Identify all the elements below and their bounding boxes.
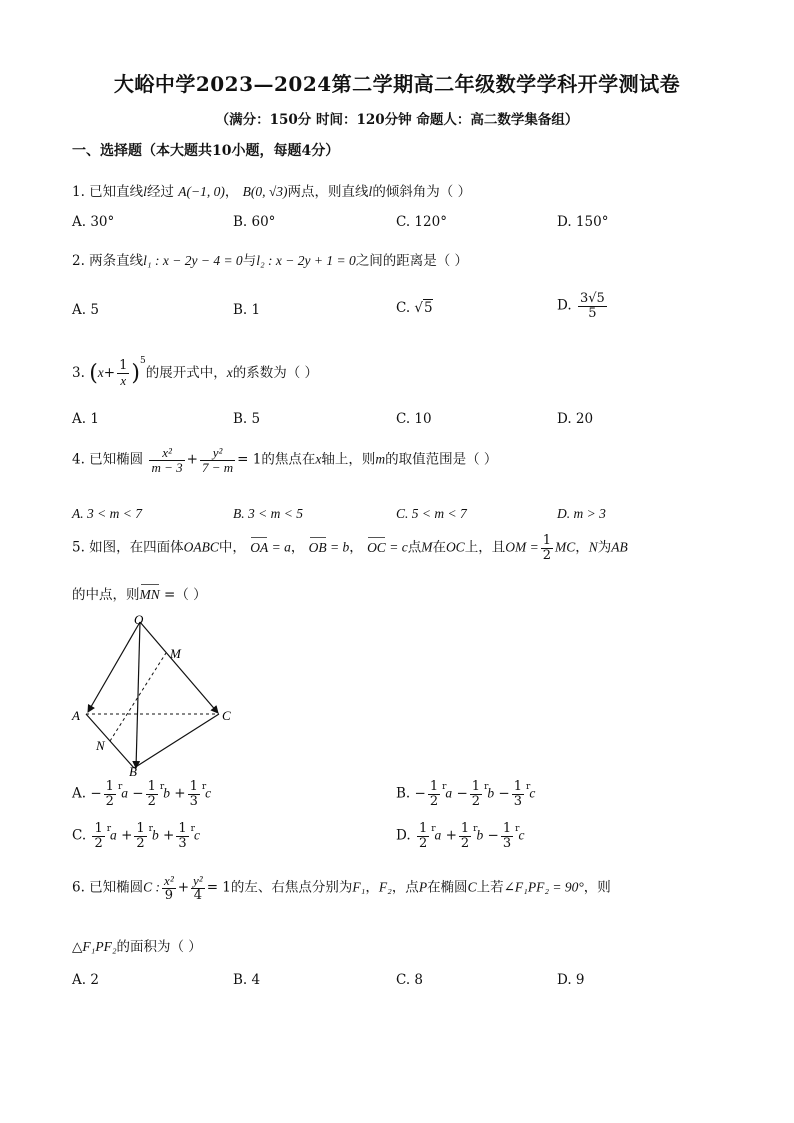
- q1-point-b: B(0, √3): [242, 184, 288, 199]
- q5-text: 点: [407, 539, 422, 556]
- coef-fraction: [417, 822, 429, 850]
- q6-option-a: A. 2: [72, 972, 99, 988]
- q5-mc: MC: [554, 539, 576, 555]
- fraction-denominator: 4: [193, 887, 202, 903]
- q6-fraction-x: [162, 874, 176, 902]
- label-o: O: [134, 612, 144, 627]
- q5-text: 5. 如图，在四面体: [72, 539, 184, 556]
- coef-sign: −: [487, 827, 499, 844]
- q6-option-d: D. 9: [557, 972, 585, 988]
- q3-plus: +: [103, 365, 116, 381]
- q4-fraction-y: [200, 446, 235, 474]
- q4-text: 轴上，则: [321, 451, 376, 468]
- question-5-stem-line2: [72, 583, 207, 603]
- q5-text: =（ ）: [159, 587, 207, 603]
- fraction-denominator: 7 − m: [201, 459, 234, 475]
- coef-sign: +: [163, 827, 175, 844]
- q4-text: 4. 已知椭圆: [72, 451, 144, 468]
- fraction-denominator: 2: [94, 835, 103, 851]
- coef-fraction: [188, 780, 200, 808]
- fraction-denominator: 2: [418, 835, 428, 851]
- q1-text: 的倾斜角为（ ）: [372, 184, 472, 200]
- q5-vector-oa: OA: [250, 539, 269, 555]
- q1-text: 两点，则直线: [287, 184, 369, 200]
- option-label: B.: [396, 785, 411, 802]
- q5-point-n: N: [588, 539, 598, 555]
- q1-text: 1. 已知直线: [72, 184, 144, 200]
- edge-oc: [140, 622, 218, 713]
- q3-text: 3.: [72, 365, 85, 381]
- q2-option-d: [557, 292, 609, 320]
- q4-equals: = 1: [237, 451, 262, 468]
- coef-sign: −: [498, 785, 510, 802]
- q5-text: 的中点，则: [72, 587, 140, 603]
- q6-text: 的左、右焦点分别为: [230, 879, 353, 896]
- q2-option-d-fraction: [578, 292, 607, 320]
- coef-fraction: [134, 822, 146, 850]
- coef-sign: +: [445, 827, 457, 844]
- q6-focus-f2: F₂: [378, 879, 392, 895]
- vector-var: c: [518, 827, 525, 843]
- page-title: 大峪中学2023—2024第二学期高二年级数学学科开学测试卷: [113, 72, 681, 96]
- q4-option-a: A. 3 < m < 7: [72, 506, 142, 521]
- fraction-numerator: 1: [460, 821, 470, 836]
- q5-option-b: B. − $\frac{1}{2}$ $^r$a − $\frac{1}{2}$ $^r$b − $\frac{1}{3}$ $^r$c: [396, 779, 536, 809]
- coef-fraction: [501, 822, 513, 850]
- q5-half-fraction: [541, 534, 553, 562]
- question-4-stem: [72, 446, 497, 474]
- q3-option-c: C. 10: [396, 411, 432, 427]
- q1-text: 经过: [146, 184, 174, 200]
- q4-plus: +: [186, 451, 198, 468]
- q6-plus: +: [177, 879, 190, 896]
- q2-option-c-label: C.: [396, 300, 411, 316]
- fraction-numerator: 1: [178, 821, 187, 836]
- q5-text: ，: [575, 539, 589, 556]
- q5-text: 中，: [218, 539, 246, 556]
- q6-text: 上若: [476, 879, 504, 896]
- q1-var-l: l: [143, 184, 147, 199]
- coef-sign: −: [90, 785, 102, 802]
- question-1-stem: [72, 180, 471, 200]
- q5-option-d: D. $\frac{1}{2}$ $^r$a + $\frac{1}{2}$ $^r$b − $\frac{1}{3}$ $^r$c: [396, 821, 525, 851]
- fraction-numerator: 1: [471, 779, 481, 794]
- q6-ellipse-c: C :: [143, 879, 161, 895]
- label-n: N: [96, 738, 105, 753]
- q1-option-d: D. 150°: [557, 214, 609, 230]
- q5-text: 上，且: [464, 539, 506, 556]
- vector-var: c: [529, 785, 536, 801]
- q5-point-m: M: [421, 539, 433, 555]
- q4-var-x: x: [315, 451, 322, 467]
- q5-text: 为: [597, 539, 612, 556]
- fraction-numerator: 3√5: [579, 291, 605, 306]
- q2-text: 之间的距离是（ ）: [355, 253, 468, 269]
- fraction-numerator: x²: [164, 873, 174, 888]
- q5-om: OM =: [505, 539, 539, 555]
- label-m: M: [170, 646, 181, 661]
- option-label: D.: [396, 827, 411, 844]
- vector-var: b: [163, 785, 170, 801]
- option-label: A.: [72, 785, 87, 802]
- fraction-denominator: 2: [105, 793, 114, 809]
- fraction-numerator: 1: [502, 821, 512, 836]
- vector-var: a: [445, 785, 453, 801]
- right-paren: ): [131, 361, 140, 386]
- q6-equals: = 1: [206, 879, 231, 896]
- exam-info: （满分：150分 时间：120分钟 命题人：高二数学集备组）: [215, 112, 579, 128]
- label-c: C: [222, 708, 231, 723]
- vector-var: a: [434, 827, 442, 843]
- coef-fraction: [459, 822, 471, 850]
- q4-text: 的取值范围是（ ）: [385, 451, 498, 468]
- q1-point-a: A(−1, 0): [178, 184, 225, 199]
- coef-sign: +: [174, 785, 186, 802]
- q6-angle: ∠F₁PF₂ = 90°: [503, 879, 584, 895]
- q2-option-d-label: D.: [557, 297, 572, 314]
- q2-text: 与: [242, 253, 257, 269]
- q3-fraction: [117, 359, 129, 387]
- fraction-numerator: 1: [429, 779, 439, 794]
- coef-fraction: [176, 822, 188, 850]
- coef-fraction: [92, 822, 104, 850]
- q4-option-b: B. 3 < m < 5: [233, 506, 303, 521]
- fraction-numerator: 1: [136, 821, 145, 836]
- q6-text: 的面积为（ ）: [116, 939, 202, 955]
- vector-var: a: [121, 785, 128, 801]
- coef-fraction: [470, 780, 482, 808]
- q1-text: ，: [224, 184, 239, 200]
- fraction-denominator: x: [120, 373, 127, 388]
- fraction-denominator: 2: [136, 835, 145, 851]
- q5-segment-oc: OC: [445, 539, 465, 555]
- q1-option-a: A. 30°: [72, 214, 115, 230]
- fraction-denominator: 2: [460, 835, 470, 851]
- q4-option-d: D. m > 3: [557, 506, 606, 521]
- q3-option-b: B. 5: [233, 411, 261, 427]
- fraction-denominator: 2: [542, 547, 551, 563]
- coef-fraction: [428, 780, 440, 808]
- label-a: A: [72, 708, 80, 723]
- q2-line-1: l₁ : x − 2y − 4 = 0: [143, 253, 243, 268]
- q6-fraction-y: [191, 874, 205, 902]
- fraction-numerator: 1: [189, 779, 198, 794]
- edge-oa: [88, 622, 140, 712]
- vector-var: c: [205, 785, 212, 801]
- q5-text: 在: [432, 539, 446, 556]
- q4-fraction-x: [149, 446, 184, 474]
- q6-text: ，则: [583, 879, 611, 896]
- fraction-denominator: 2: [147, 793, 156, 809]
- q6-option-b: B. 4: [233, 972, 261, 988]
- q5-option-a: A. − $\frac{1}{2}$ $^r$a − $\frac{1}{2}$ $^r$b + $\frac{1}{3}$ $^r$c: [72, 779, 212, 809]
- fraction-denominator: 2: [471, 793, 481, 809]
- fraction-denominator: 3: [513, 793, 523, 809]
- q2-option-c-value: 5: [424, 300, 433, 316]
- coef-fraction: [512, 780, 524, 808]
- vector-var: b: [476, 827, 484, 843]
- q6-text: ，点: [391, 879, 419, 896]
- q5-eq-c: = c: [385, 539, 408, 555]
- label-b: B: [129, 764, 137, 779]
- vector-var: c: [193, 827, 200, 843]
- q3-option-a: A. 1: [72, 411, 99, 427]
- q5-vector-mn: MN: [139, 587, 160, 602]
- question-6-stem: [72, 874, 611, 902]
- coef-fraction: [146, 780, 158, 808]
- coef-sign: −: [414, 785, 426, 802]
- question-2-stem: [72, 249, 468, 269]
- vector-var: b: [487, 785, 495, 801]
- fraction-numerator: 1: [513, 779, 523, 794]
- q3-var-x: x: [97, 365, 104, 380]
- q3-option-d: D. 20: [557, 411, 594, 427]
- fraction-numerator: y²: [193, 873, 203, 888]
- q5-eq-b: = b: [326, 539, 350, 555]
- q1-option-c: C. 120°: [396, 214, 447, 230]
- q3-exponent: 5: [139, 356, 146, 366]
- coef-sign: −: [132, 785, 144, 802]
- section-heading: 一、选择题（本大题共10小题，每题4分）: [72, 143, 340, 159]
- option-label: C.: [72, 827, 87, 844]
- fraction-numerator: 1: [105, 779, 114, 794]
- coef-sign: −: [456, 785, 468, 802]
- q5-segment-ab: AB: [611, 539, 628, 555]
- q3-text: 的系数为（ ）: [232, 365, 318, 381]
- q6-ellipse-c: C: [467, 879, 477, 895]
- q2-option-a: A. 5: [72, 302, 99, 318]
- question-5-stem: 5. 如图，在四面体OABC中， OA = a， OB = b， OC = c点M在OC上，且OM = $\frac{1}{2}$ MC，N为AB: [72, 533, 628, 563]
- q2-line-2: l₂ : x − 2y + 1 = 0: [256, 253, 356, 268]
- q3-text: 的展开式中，: [145, 365, 227, 381]
- fraction-denominator: 3: [178, 835, 187, 851]
- fraction-denominator: 2: [429, 793, 439, 809]
- fraction-numerator: 1: [119, 358, 128, 374]
- q6-option-c: C. 8: [396, 972, 424, 988]
- q6-point-p: P: [418, 879, 428, 895]
- q5-vector-ob: OB: [308, 539, 327, 555]
- q5-option-c: C. $\frac{1}{2}$ $^r$a + $\frac{1}{2}$ $^r$b + $\frac{1}{3}$ $^r$c: [72, 821, 200, 851]
- q4-option-c: C. 5 < m < 7: [396, 506, 467, 521]
- q5-tetrahedron: OABC: [183, 539, 219, 555]
- q6-triangle: △F₁PF₂: [72, 939, 117, 954]
- fraction-numerator: y²: [200, 446, 235, 461]
- question-6-stem-line2: [72, 935, 202, 955]
- q1-var-l: l: [368, 184, 373, 199]
- q2-option-b: B. 1: [233, 302, 261, 318]
- q6-text: 6. 已知椭圆: [72, 879, 144, 896]
- fraction-numerator: 1: [147, 779, 156, 794]
- fraction-numerator: x²: [149, 446, 184, 461]
- q6-focus-f1: F₁: [352, 879, 366, 895]
- vector-var: b: [151, 827, 159, 843]
- coef-fraction: [104, 780, 116, 808]
- fraction-denominator: 3: [502, 835, 512, 851]
- vector-var: a: [110, 827, 117, 843]
- q6-text: 在椭圆: [427, 879, 468, 896]
- fraction-denominator: 3: [189, 793, 198, 809]
- fraction-numerator: 1: [418, 821, 428, 836]
- q3-var-x: x: [226, 365, 233, 380]
- coef-sign: +: [121, 827, 133, 844]
- q5-eq-a: = a: [268, 539, 291, 555]
- q5-vector-oc: OC: [367, 539, 386, 555]
- q4-var-m: m: [375, 451, 386, 467]
- edge-bc: [134, 714, 219, 768]
- q1-option-b: B. 60°: [233, 214, 276, 230]
- q4-text: 的焦点在: [261, 451, 316, 468]
- fraction-numerator: 1: [94, 821, 103, 836]
- left-paren: (: [89, 361, 98, 386]
- fraction-denominator: 9: [164, 887, 174, 903]
- question-3-stem: [72, 356, 318, 388]
- fraction-denominator: m − 3: [151, 459, 183, 475]
- fraction-numerator: 1: [542, 533, 551, 548]
- fraction-denominator: 5: [588, 305, 597, 321]
- q6-text: ，: [365, 879, 379, 896]
- tetrahedron-figure: [66, 608, 246, 780]
- q2-option-c: C. √5: [396, 300, 433, 316]
- q2-text: 2. 两条直线: [72, 253, 144, 269]
